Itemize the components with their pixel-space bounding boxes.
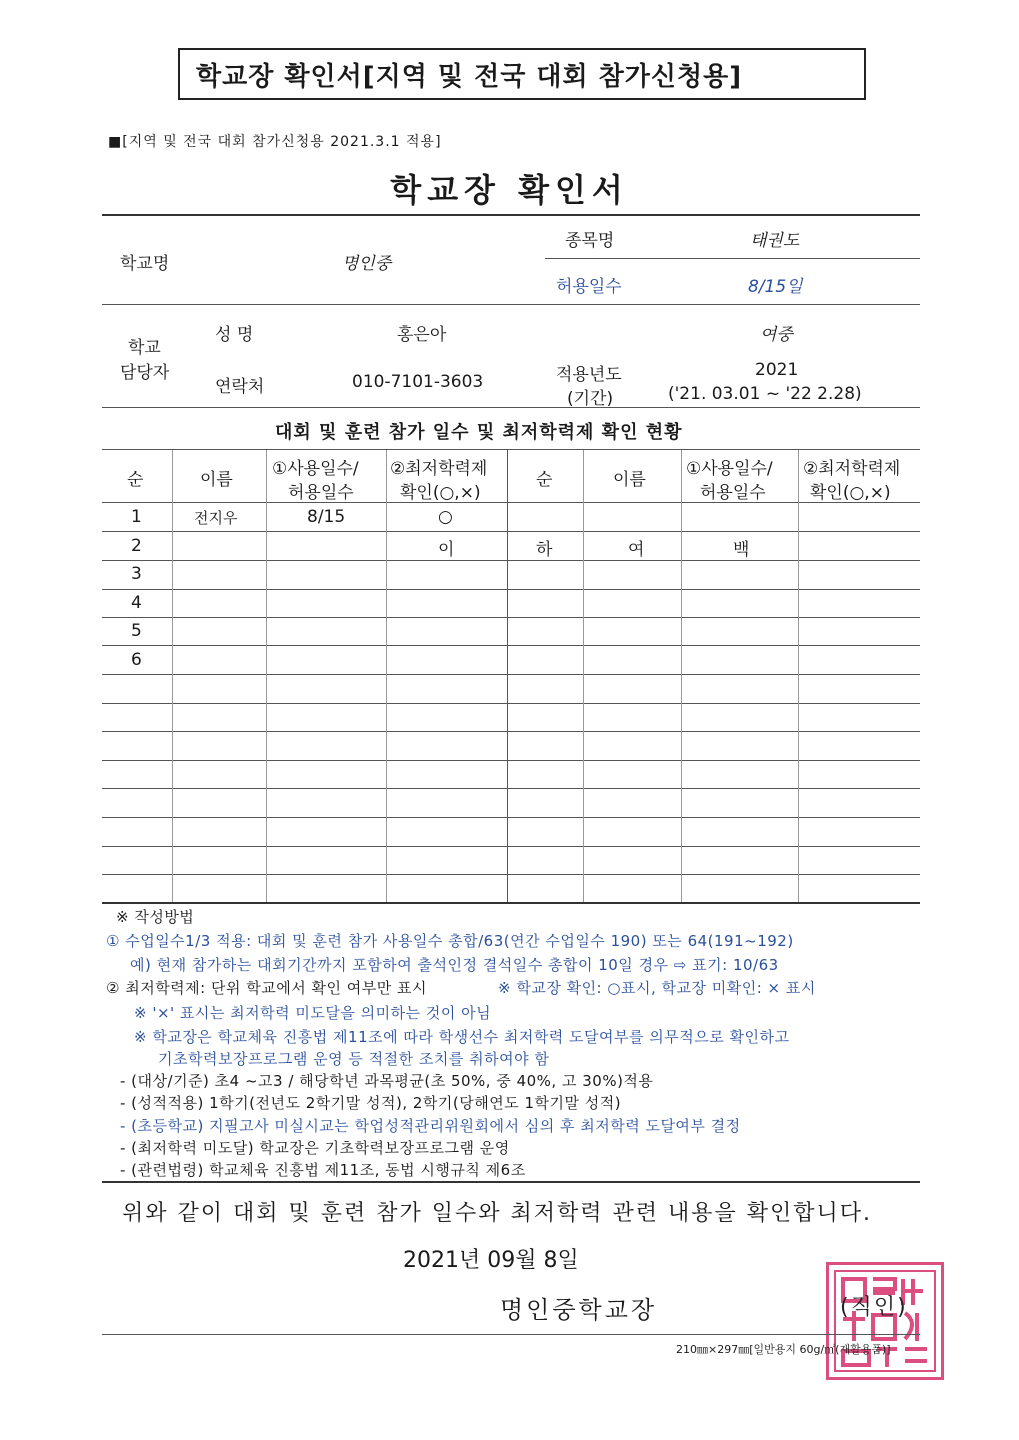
row-6-no: 6 (131, 650, 142, 670)
header-days-left-2: 허용일수 (288, 483, 354, 503)
info-top-rule (102, 214, 920, 216)
allowed-days-label: 허용일수 (556, 277, 622, 297)
school-name-value: 명인중 (342, 254, 392, 274)
note-1a: ① 수업일수1/3 적용: 대회 및 훈련 참가 사용일수 총합/63(연간 수업일수 190) 또는 64(191~192) (106, 932, 794, 950)
row-2-no: 2 (131, 536, 142, 556)
table-title: 대회 및 훈련 참가 일수 및 최저학력제 확인 현황 (275, 422, 683, 443)
year-label-line1: 적용년도 (556, 365, 622, 385)
row-2-days-right: 백 (733, 540, 750, 560)
seal-graphic (829, 1265, 941, 1377)
period-value: ('21. 03.01 ~ '22 2.28) (668, 384, 862, 404)
footer-rule (102, 1334, 920, 1335)
info-school-rule (102, 304, 920, 305)
school-name-label: 학교명 (120, 254, 170, 274)
header-name-left: 이름 (200, 470, 233, 490)
header-days-right-2: 허용일수 (700, 483, 766, 503)
note-4b: 기초학력보장프로그램 운영 등 적절한 조치를 취하여야 함 (158, 1050, 550, 1068)
notes-bottom-rule (102, 1181, 920, 1183)
row-1-name: 전지우 (194, 509, 238, 527)
header-no-left: 순 (127, 470, 144, 490)
principal-title: 명인중학교장 (500, 1296, 658, 1324)
bullet-5: - (관련법령) 학교체육 진흥법 제11조, 동법 시행규칙 제6조 (120, 1161, 526, 1179)
bullet-3: - (초등학교) 지필고사 미실시교는 학업성적관리위원회에서 심의 후 최저학력 도달여부 결정 (120, 1117, 741, 1135)
row-2-check: 이 (438, 540, 455, 560)
sport-label: 종목명 (565, 231, 615, 251)
note-2a: ② 최저학력제: 단위 학교에서 확인 여부만 표시 (106, 979, 427, 997)
row-1-days: 8/15 (307, 507, 346, 527)
header-check-right-2: 확인(○,×) (810, 483, 891, 503)
row-1-no: 1 (131, 507, 142, 527)
contact-value: 010-7101-3603 (352, 372, 484, 392)
manager-label-line1: 학교 (128, 338, 161, 358)
bullet-1: - (대상/기준) 초4 ~고3 / 해당학년 과목평균(초 50%, 중 40%, 고 30%)적용 (120, 1072, 654, 1090)
table-col-rule (798, 450, 799, 902)
header-name-right: 이름 (613, 470, 646, 490)
manager-name-label: 성 명 (215, 325, 254, 345)
confirmation-statement: 위와 같이 대회 및 훈련 참가 일수와 최저학력 관련 내용을 확인합니다. (122, 1201, 872, 1226)
info-sport-rule (545, 258, 920, 259)
table-col-rule (386, 450, 387, 902)
row-3-no: 3 (131, 564, 142, 584)
bullet-4: - (최저학력 미도달) 학교장은 기초학력보장프로그램 운영 (120, 1139, 510, 1157)
row-5-no: 5 (131, 621, 142, 641)
document-title: 학교장 확인서[지역 및 전국 대회 참가신청용] (196, 61, 743, 92)
school-seal-stamp (826, 1262, 944, 1380)
main-title: 학교장 확인서 (390, 171, 629, 209)
table-col-rule (507, 450, 508, 902)
row-2-no-right: 하 (536, 540, 553, 560)
header-check-right-1: ②최저학력제 (803, 459, 901, 479)
table-col-rule (172, 450, 173, 902)
table-col-rule (681, 450, 682, 902)
bullet-2: - (성적적용) 1학기(전년도 2학기말 성적), 2학기(당해연도 1학기말 성적) (120, 1094, 622, 1112)
sport-value: 태권도 (750, 231, 800, 251)
header-no-right: 순 (536, 470, 553, 490)
year-value: 2021 (755, 360, 799, 380)
application-subtitle: ■[지역 및 전국 대회 참가신청용 2021.3.1 적용] (108, 134, 442, 150)
row-1-check: ○ (438, 507, 453, 527)
document-title-box (178, 48, 866, 100)
row-4-no: 4 (131, 593, 142, 613)
row-2-name-right: 여 (628, 540, 645, 560)
header-days-right-1: ①사용일수/ (686, 459, 773, 479)
year-label-line2: (기간) (567, 389, 614, 409)
manager-name-value: 홍은아 (397, 325, 447, 345)
header-check-left-2: 확인(○,×) (400, 483, 481, 503)
paper-size-note: 210㎜×297㎜[일반용지 60g/㎡(재활용품)] (676, 1343, 891, 1356)
note-4a: ※ 학교장은 학교체육 진흥법 제11조에 따라 학생선수 최저학력 도달여부를 의무적으로 확인하고 (134, 1028, 790, 1046)
issue-date: 2021년 09월 8일 (403, 1248, 579, 1273)
contact-label: 연락처 (215, 377, 265, 397)
note-1b: 예) 현재 참가하는 대회기간까지 포함하여 출석인정 결석일수 총합이 10일 경우 ⇨ 표기: 10/63 (130, 956, 779, 974)
table-bottom-rule (102, 902, 920, 904)
seal-label: (직인) (840, 1295, 908, 1320)
allowed-days-value: 8/15일 (748, 277, 803, 297)
header-days-left-1: ①사용일수/ (272, 459, 359, 479)
table-col-rule (266, 450, 267, 902)
note-3: ※ '×' 표시는 최저학력 미도달을 의미하는 것이 아님 (134, 1004, 492, 1022)
manager-label-line2: 담당자 (120, 363, 170, 383)
school-type-value: 여중 (760, 325, 793, 345)
notes-heading: ※ 작성방법 (116, 908, 195, 926)
table-col-rule (583, 450, 584, 902)
header-check-left-1: ②최저학력제 (390, 459, 488, 479)
note-2b: ※ 학교장 확인: ○표시, 학교장 미확인: × 표시 (498, 979, 816, 997)
info-bottom-rule (102, 407, 920, 408)
